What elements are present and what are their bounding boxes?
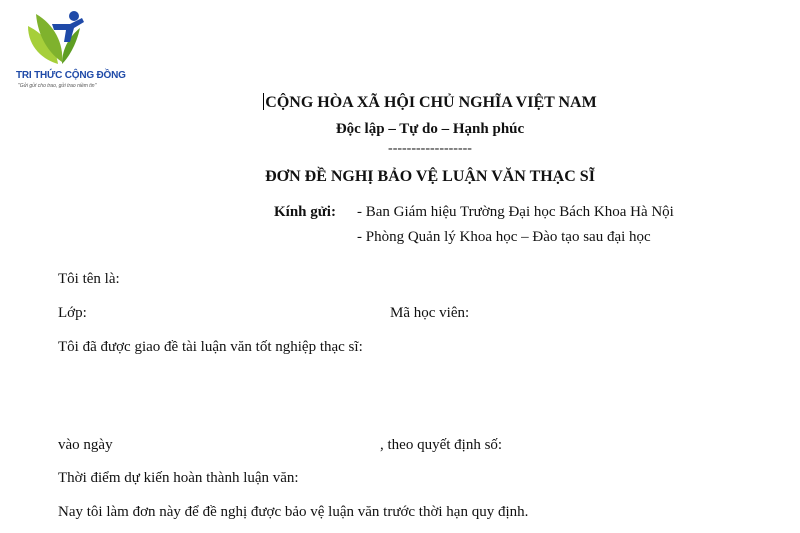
leaf-person-logo-icon	[22, 8, 102, 68]
student-id-field-label: Mã học viên:	[390, 305, 470, 321]
document-title: ĐƠN ĐỀ NGHỊ BẢO VỆ LUẬN VĂN THẠC SĨ	[265, 168, 595, 185]
recipient-1: - Ban Giám hiệu Trường Đại học Bách Khoa Hà Nội	[357, 204, 674, 220]
decision-field-label: , theo quyết định số:	[380, 437, 503, 453]
date-field-label: vào ngày	[58, 437, 113, 453]
national-title-text: CỘNG HÒA XÃ HỘI CHỦ NGHĨA VIỆT NAM	[265, 94, 597, 111]
logo-slogan: "Gửi gửi cho trao, gửi trao niềm tin"	[18, 83, 97, 89]
recipient-2: - Phòng Quản lý Khoa học – Đào tạo sau đại học	[357, 229, 651, 245]
request-statement: Nay tôi làm đơn này để đề nghị được bảo vệ luận văn trước thời hạn quy định.	[58, 504, 529, 520]
separator: ------------------	[388, 141, 472, 156]
thesis-topic-field-label: Tôi đã được giao đề tài luận văn tốt nghiệp thạc sĩ:	[58, 339, 363, 355]
expected-completion-label: Thời điểm dự kiến hoàn thành luận văn:	[58, 470, 299, 486]
logo	[12, 8, 126, 92]
national-title	[30, 93, 800, 112]
name-field-label: Tôi tên là:	[58, 271, 120, 287]
logo-name: TRI THỨC CỘNG ĐỒNG	[16, 70, 126, 81]
motto: Độc lập – Tự do – Hạnh phúc	[335, 121, 525, 137]
recipient-label: Kính gửi:	[274, 204, 336, 220]
class-field-label: Lớp:	[58, 305, 87, 321]
